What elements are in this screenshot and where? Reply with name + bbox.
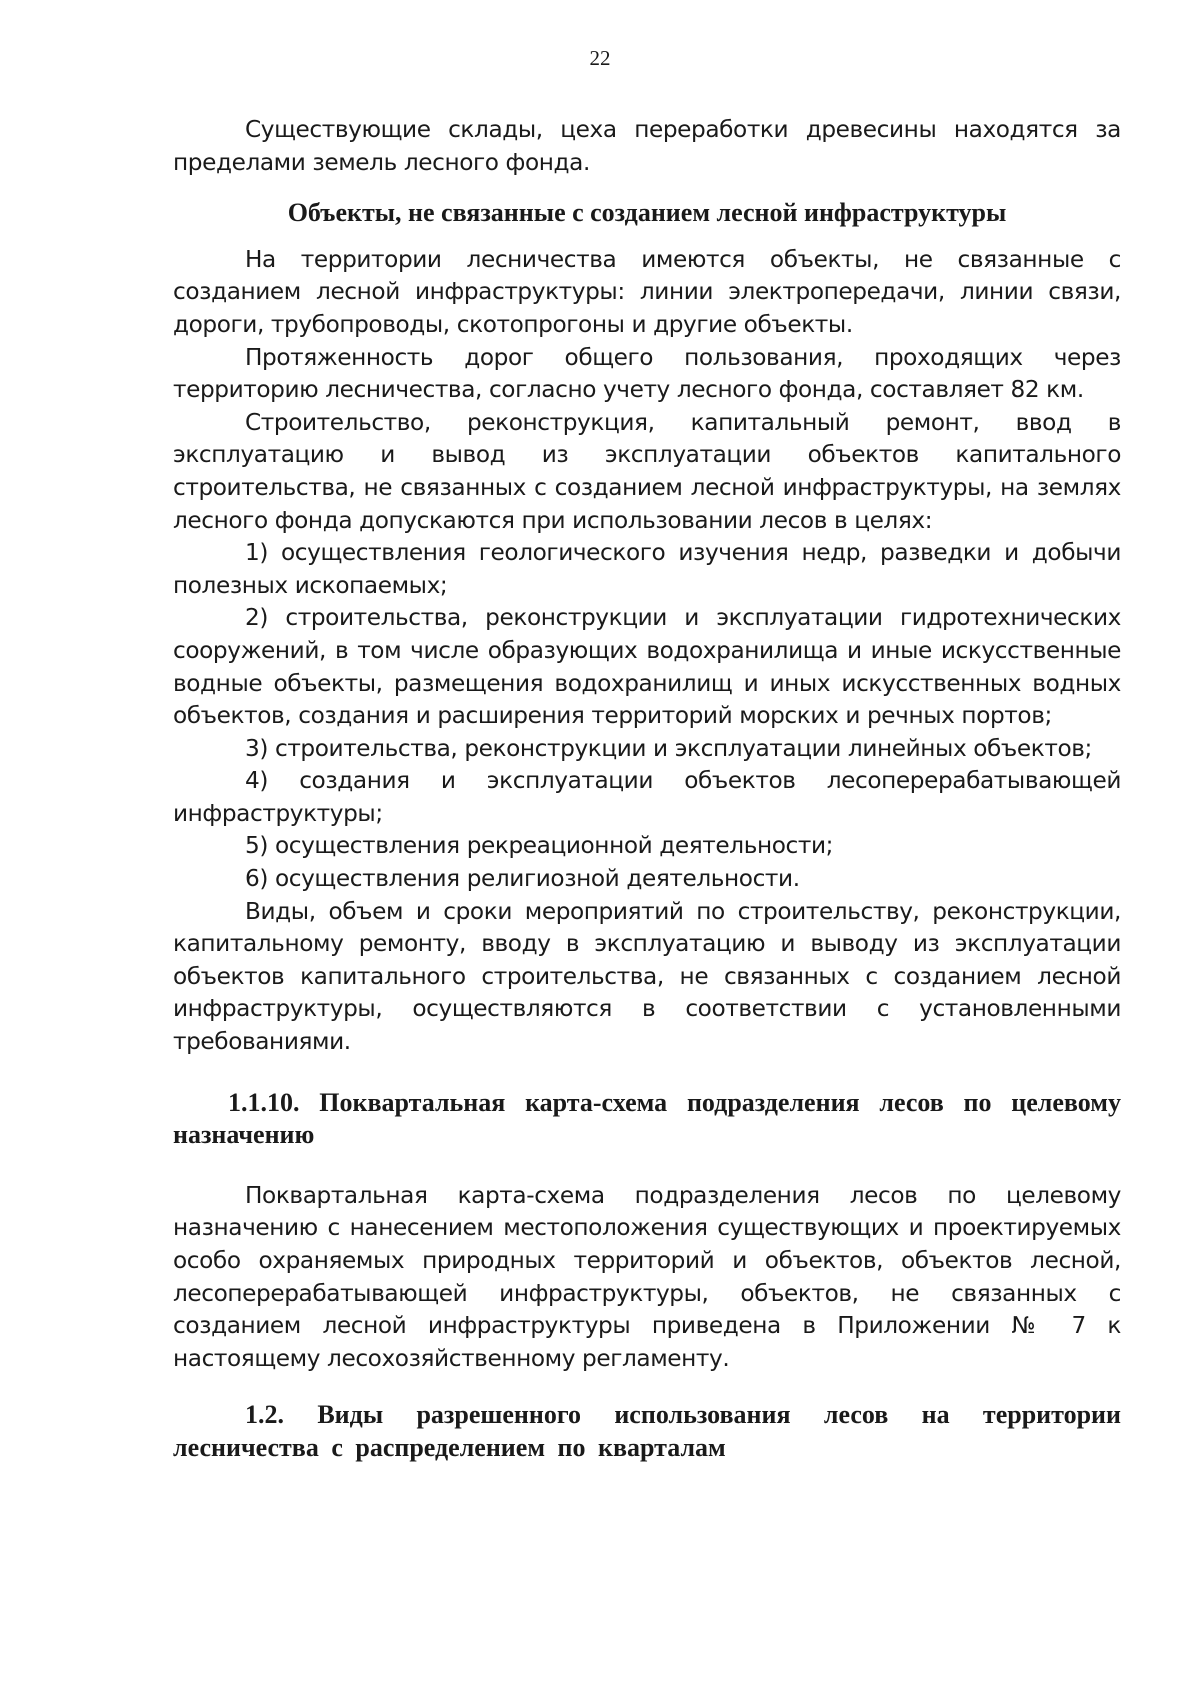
page-number: 22	[589, 46, 611, 70]
paragraph-warehouses: Существующие склады, цеха переработки древесины находятся за пределами земель лесного фонда.	[173, 116, 1121, 176]
page-content	[173, 114, 1121, 1465]
list-item-5: 5) осуществления рекреационной деятельности;	[245, 832, 834, 860]
paragraph-map-scheme: Поквартальная карта-схема подразделения лесов по целевому назначению с нанесением местоположения существующих и проектируемых особо охраняемых природных территорий и объектов, объектов лесной, лесоперерабатывающей инфраструктуры, объектов, не связанных с созданием лесной инфраструктуры приведена в Приложении № 7 к настоящему лесохозяйственному регламенту.	[173, 1181, 1121, 1372]
paragraph-measures: Виды, объем и сроки мероприятий по строительству, реконструкции, капитальному ремонту, вводу в эксплуатацию и выводу из эксплуатации объектов капитального строительства, не связанных с созданием лесной инфраструктуры, осуществляются в соответствии с установленными требованиями.	[173, 897, 1121, 1056]
paragraph-construction-purposes: Строительство, реконструкция, капитальный ремонт, ввод в эксплуатацию и вывод из эксплуатации объектов капитального строительства, не связанных с созданием лесной инфраструктуры, на землях лесного фонда допускаются при использовании лесов в целях:	[173, 408, 1121, 534]
list-item-2: 2) строительства, реконструкции и эксплуатации гидротехнических сооружений, в том числе образующих водохранилища и иные искусственные водные объекты, размещения водохранилищ и иных искусственных водных объектов, создания и расширения территорий морских и речных портов;	[173, 604, 1121, 730]
list-item-6: 6) осуществления религиозной деятельности.	[245, 865, 800, 893]
heading-section-1-1-10: 1.1.10. Поквартальная карта-схема подразделения лесов по целевому назначению	[173, 1087, 1121, 1150]
paragraph-objects-on-territory: На территории лесничества имеются объекты, не связанные с созданием лесной инфраструктуры: линии электропередачи, линии связи, дороги, трубопроводы, скотопрогоны и другие объекты.	[173, 245, 1121, 338]
heading-non-infrastructure-objects: Объекты, не связанные с созданием лесной инфраструктуры	[287, 198, 1007, 228]
list-item-1: 1) осуществления геологического изучения недр, разведки и добычи полезных ископаемых;	[173, 539, 1121, 599]
list-item-4: 4) создания и эксплуатации объектов лесоперерабатывающей инфраструктуры;	[173, 767, 1121, 827]
heading-section-1-2: 1.2. Виды разрешенного использования лесов на территории лесничества с распределением по кварталам	[173, 1400, 1121, 1462]
list-item-3: 3) строительства, реконструкции и эксплуатации линейных объектов;	[245, 734, 1092, 762]
paragraph-road-length: Протяженность дорог общего пользования, проходящих через территорию лесничества, согласно учету лесного фонда, составляет 82 км.	[173, 343, 1121, 404]
